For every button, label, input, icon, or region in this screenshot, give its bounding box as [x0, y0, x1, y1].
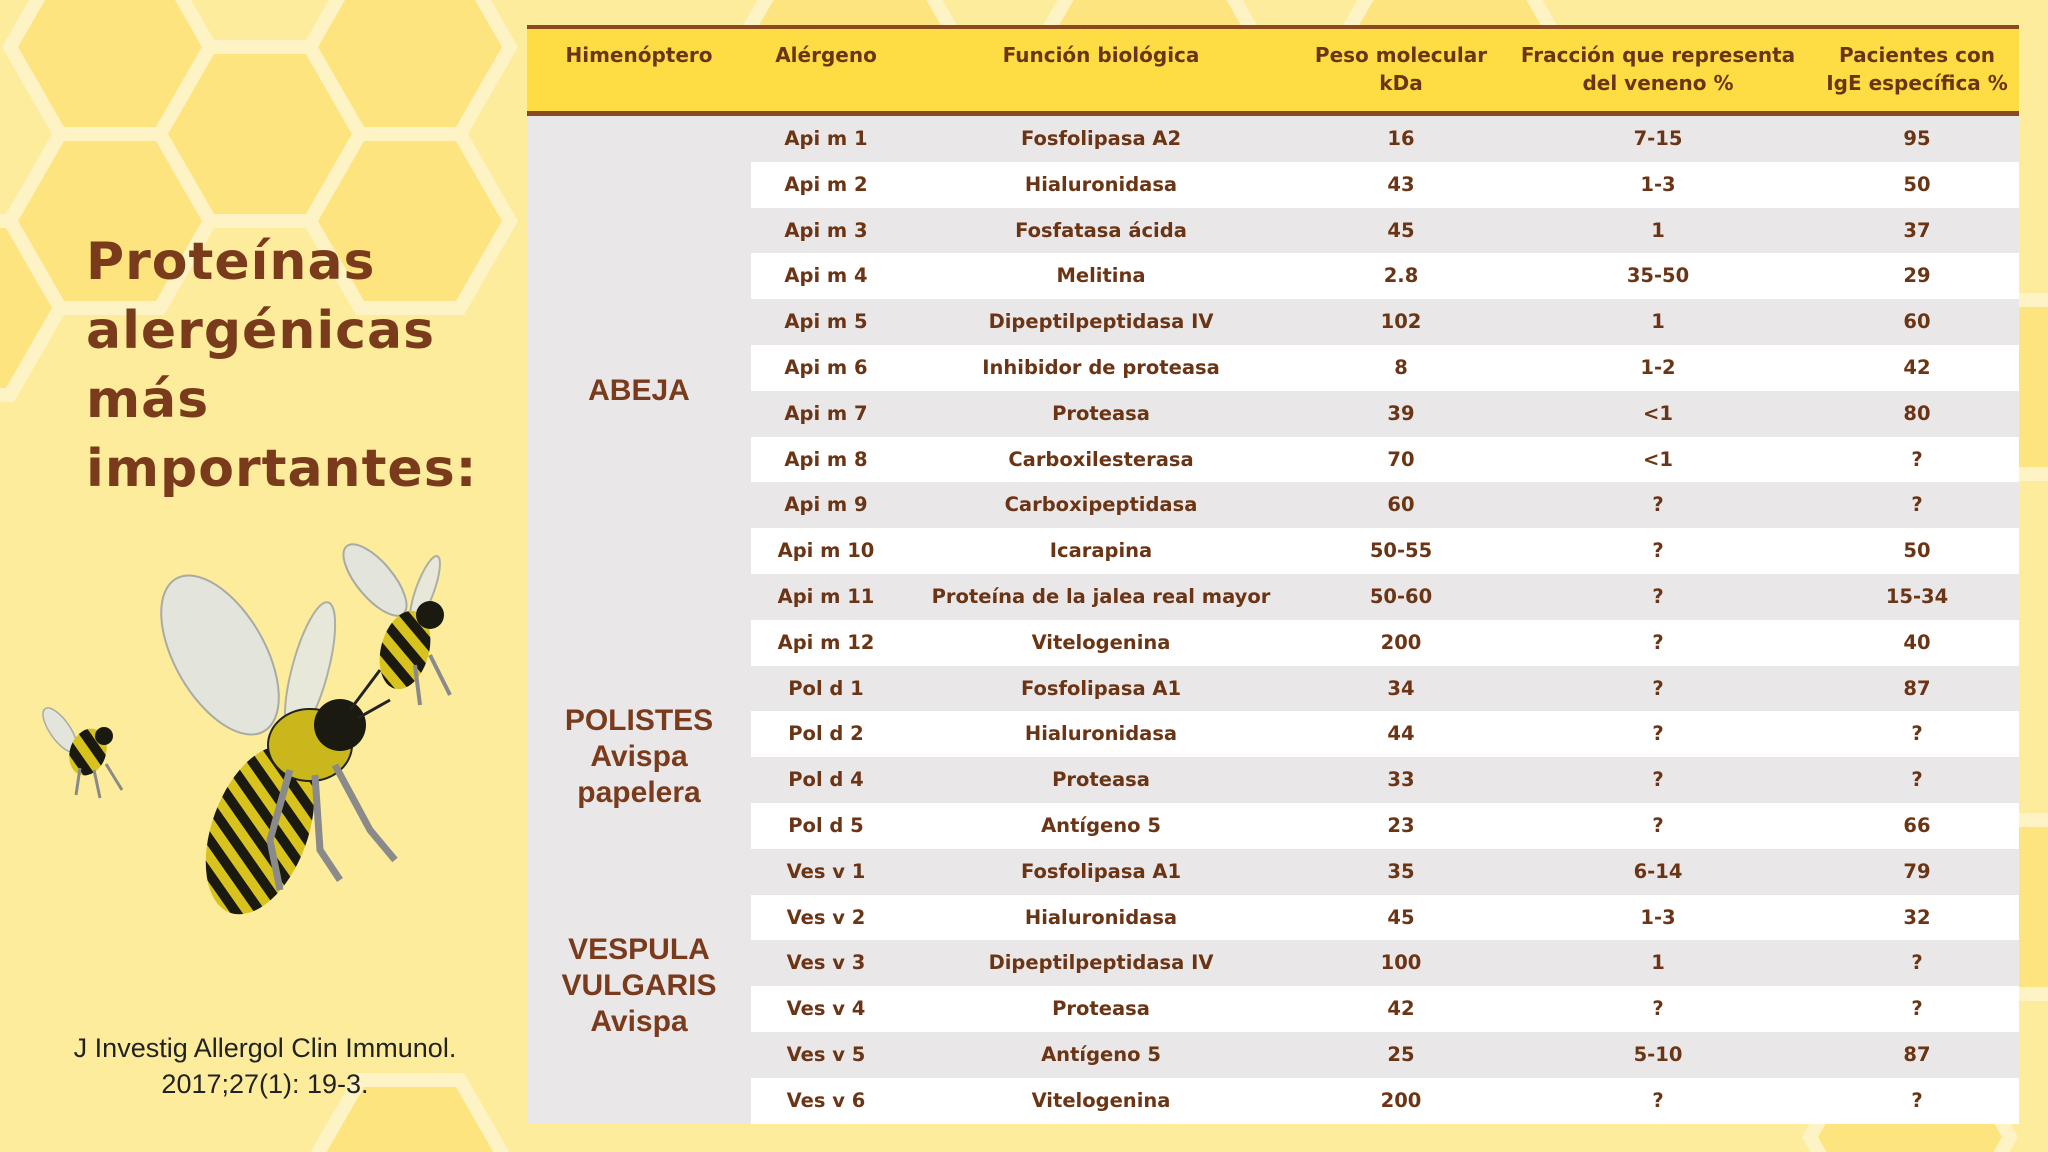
- table-header: [527, 29, 2019, 116]
- table-row: [751, 666, 2019, 712]
- cell-fraccion: ?: [1652, 493, 1664, 517]
- table-row: [751, 895, 2019, 941]
- cell-funcion: Fosfolipasa A1: [1020, 859, 1182, 883]
- cell-peso: 44: [1387, 722, 1415, 746]
- table-row: [751, 528, 2019, 574]
- cell-funcion: Proteasa: [1052, 997, 1150, 1021]
- cell-peso: 100: [1380, 951, 1422, 975]
- group-label-line: POLISTES: [564, 704, 714, 738]
- cell-alergeno: Api m 7: [784, 401, 868, 425]
- cell-pacientes: 60: [1903, 310, 1931, 334]
- cell-alergeno: Api m 12: [777, 630, 875, 654]
- cell-fraccion: ?: [1652, 539, 1664, 563]
- cell-funcion: Hialuronidasa: [1024, 905, 1178, 929]
- title-line: alergénicas: [86, 301, 436, 361]
- group-label-line: papelera: [577, 776, 701, 810]
- cell-alergeno: Api m 11: [777, 585, 875, 608]
- cell-pacientes: 66: [1903, 814, 1931, 837]
- cell-funcion: Fosfolipasa A1: [1020, 676, 1182, 700]
- cell-alergeno: Pol d 5: [788, 814, 864, 837]
- cell-peso: 102: [1380, 310, 1422, 334]
- cell-fraccion: 1-3: [1640, 172, 1676, 196]
- table-row: [751, 437, 2019, 483]
- cell-alergeno: Ves v 2: [786, 905, 866, 929]
- cell-fraccion: 35-50: [1626, 264, 1690, 288]
- bee-icon: [37, 703, 122, 798]
- table-row: [751, 757, 2019, 803]
- header-pacientes: [1815, 41, 2019, 97]
- cell-fraccion: <1: [1643, 447, 1673, 471]
- cell-funcion: Antígeno 5: [1041, 1043, 1161, 1066]
- cell-peso: 45: [1387, 905, 1415, 929]
- cell-funcion: Antígeno 5: [1041, 814, 1161, 837]
- cell-pacientes: ?: [1911, 722, 1923, 746]
- allergen-table: [527, 25, 2019, 1121]
- cell-funcion: Dipeptilpeptidasa IV: [988, 951, 1214, 975]
- cell-pacientes: 80: [1903, 401, 1931, 425]
- citation-line: J Investig Allergol Clin Immunol.: [73, 1033, 457, 1063]
- cell-pacientes: ?: [1911, 447, 1923, 471]
- cell-fraccion: 1: [1651, 310, 1665, 334]
- cell-alergeno: Api m 6: [784, 356, 868, 379]
- cell-alergeno: Api m 8: [784, 447, 868, 471]
- cell-pacientes: ?: [1911, 1088, 1923, 1112]
- cell-pacientes: 50: [1903, 539, 1931, 563]
- header-line: kDa: [1379, 71, 1423, 95]
- cell-pacientes: 87: [1903, 676, 1931, 700]
- table-row: [751, 986, 2019, 1032]
- title-line: Proteínas: [86, 232, 376, 292]
- cell-fraccion: 1: [1651, 951, 1665, 975]
- cell-pacientes: 15-34: [1885, 585, 1949, 608]
- cell-fraccion: ?: [1652, 585, 1664, 608]
- cell-pacientes: 50: [1903, 172, 1931, 196]
- header-alergeno: [751, 41, 901, 69]
- cell-peso: 34: [1387, 676, 1415, 700]
- title-line: más: [86, 370, 210, 430]
- cell-peso: 42: [1387, 997, 1415, 1021]
- group-label-line: Avispa: [590, 740, 688, 774]
- header-line: del veneno %: [1582, 71, 1734, 95]
- cell-peso: 35: [1387, 859, 1415, 883]
- cell-funcion: Icarapina: [1049, 539, 1153, 563]
- cell-alergeno: Ves v 5: [786, 1043, 866, 1066]
- cell-funcion: Hialuronidasa: [1024, 172, 1178, 196]
- cell-fraccion: ?: [1652, 630, 1664, 654]
- cell-pacientes: 40: [1903, 630, 1931, 654]
- cell-funcion: Proteasa: [1052, 768, 1150, 792]
- cell-alergeno: Api m 9: [784, 493, 868, 517]
- cell-funcion: Inhibidor de proteasa: [982, 356, 1220, 379]
- cell-pacientes: 42: [1903, 356, 1931, 379]
- bee-icon: [137, 556, 395, 929]
- cell-alergeno: Pol d 1: [788, 676, 864, 700]
- table-row: [751, 803, 2019, 849]
- group-label: [527, 932, 751, 1040]
- header-himenoptero: [527, 41, 751, 69]
- group-label-line: VESPULA: [568, 933, 710, 967]
- cell-peso: 50-60: [1369, 585, 1433, 608]
- cell-alergeno: Api m 3: [784, 218, 868, 242]
- cell-alergeno: Ves v 1: [786, 859, 866, 883]
- cell-peso: 200: [1380, 1088, 1422, 1112]
- cell-peso: 2.8: [1383, 264, 1419, 288]
- cell-funcion: Hialuronidasa: [1024, 722, 1178, 746]
- citation: [30, 1030, 500, 1102]
- header-line: Himenóptero: [565, 43, 713, 67]
- header-line: IgE específica %: [1826, 71, 2008, 95]
- cell-fraccion: 5-10: [1633, 1043, 1683, 1066]
- group-label-line: VULGARIS: [561, 969, 717, 1003]
- cell-fraccion: ?: [1652, 1088, 1664, 1112]
- cell-alergeno: Api m 10: [777, 539, 875, 563]
- table-row: [751, 940, 2019, 986]
- cell-funcion: Proteasa: [1052, 401, 1150, 425]
- table-row: [751, 1078, 2019, 1124]
- cell-funcion: Fosfolipasa A2: [1020, 127, 1182, 150]
- group-label-line: ABEJA: [588, 373, 690, 407]
- cell-pacientes: ?: [1911, 493, 1923, 517]
- cell-peso: 23: [1387, 814, 1415, 837]
- header-funcion: [901, 41, 1301, 69]
- cell-alergeno: Pol d 2: [788, 722, 864, 746]
- cell-peso: 8: [1394, 356, 1408, 379]
- cell-funcion: Melitina: [1056, 264, 1146, 288]
- cell-alergeno: Pol d 4: [788, 768, 864, 792]
- citation-line: 2017;27(1): 19-3.: [161, 1069, 369, 1099]
- cell-peso: 70: [1387, 447, 1415, 471]
- cell-peso: 50-55: [1369, 539, 1433, 563]
- cell-peso: 200: [1380, 630, 1422, 654]
- cell-fraccion: 1: [1651, 218, 1665, 242]
- table-row: [751, 345, 2019, 391]
- header-line: Fracción que representa: [1520, 43, 1796, 67]
- title-line: importantes:: [86, 439, 478, 499]
- cell-fraccion: <1: [1643, 401, 1673, 425]
- cell-pacientes: ?: [1911, 997, 1923, 1021]
- cell-funcion: Vitelogenina: [1031, 630, 1171, 654]
- cell-fraccion: ?: [1652, 722, 1664, 746]
- cell-alergeno: Api m 5: [784, 310, 868, 334]
- cell-peso: 39: [1387, 401, 1415, 425]
- cell-fraccion: 1-3: [1640, 905, 1676, 929]
- cell-fraccion: ?: [1652, 997, 1664, 1021]
- table-row: [751, 162, 2019, 208]
- table-row: [751, 253, 2019, 299]
- table-row: [751, 116, 2019, 162]
- cell-fraccion: 7-15: [1633, 127, 1683, 150]
- group-label: [527, 373, 751, 409]
- cell-pacientes: ?: [1911, 768, 1923, 792]
- cell-pacientes: 29: [1903, 264, 1931, 288]
- bee-icon: [333, 535, 450, 705]
- cell-alergeno: Ves v 6: [786, 1088, 866, 1112]
- cell-funcion: Carboxipeptidasa: [1004, 493, 1198, 517]
- cell-fraccion: ?: [1652, 768, 1664, 792]
- table-row: [751, 849, 2019, 895]
- cell-alergeno: Api m 4: [784, 264, 868, 288]
- header-peso: [1301, 41, 1501, 97]
- bees-illustration: [20, 530, 490, 950]
- cell-peso: 16: [1387, 127, 1415, 150]
- cell-fraccion: 6-14: [1633, 859, 1683, 883]
- cell-funcion: Dipeptilpeptidasa IV: [988, 310, 1214, 334]
- cell-pacientes: ?: [1911, 951, 1923, 975]
- cell-fraccion: 1-2: [1640, 356, 1676, 379]
- table-row: [751, 711, 2019, 757]
- table-row: [751, 482, 2019, 528]
- cell-pacientes: 87: [1903, 1043, 1931, 1066]
- cell-peso: 43: [1387, 172, 1415, 196]
- header-line: Alérgeno: [775, 43, 877, 67]
- cell-peso: 33: [1387, 768, 1415, 792]
- table-row: [751, 620, 2019, 666]
- cell-funcion: Vitelogenina: [1031, 1088, 1171, 1112]
- header-line: Peso molecular: [1314, 43, 1488, 67]
- table-row: [751, 299, 2019, 345]
- header-fraccion: [1501, 41, 1815, 97]
- cell-peso: 45: [1387, 218, 1415, 242]
- cell-funcion: Fosfatasa ácida: [1015, 218, 1187, 242]
- cell-alergeno: Api m 1: [784, 127, 868, 150]
- cell-pacientes: 95: [1903, 127, 1931, 150]
- table-row: [751, 391, 2019, 437]
- cell-funcion: Carboxilesterasa: [1008, 447, 1194, 471]
- table-row: [751, 1032, 2019, 1078]
- cell-alergeno: Api m 2: [784, 172, 868, 196]
- cell-pacientes: 37: [1903, 218, 1931, 242]
- cell-fraccion: ?: [1652, 814, 1664, 837]
- cell-pacientes: 79: [1903, 859, 1931, 883]
- header-line: Pacientes con: [1839, 43, 1995, 67]
- cell-fraccion: ?: [1652, 676, 1664, 700]
- cell-pacientes: 32: [1903, 905, 1931, 929]
- cell-funcion: Proteína de la jalea real mayor: [931, 585, 1271, 608]
- cell-alergeno: Ves v 4: [786, 997, 866, 1021]
- header-line: Función biológica: [1002, 43, 1200, 67]
- group-label-line: Avispa: [590, 1005, 688, 1039]
- cell-peso: 60: [1387, 493, 1415, 517]
- table-row: [751, 208, 2019, 254]
- cell-alergeno: Ves v 3: [786, 951, 866, 975]
- cell-peso: 25: [1387, 1043, 1415, 1066]
- group-label: [527, 703, 751, 811]
- table-row: [751, 574, 2019, 620]
- slide-title: [86, 228, 506, 504]
